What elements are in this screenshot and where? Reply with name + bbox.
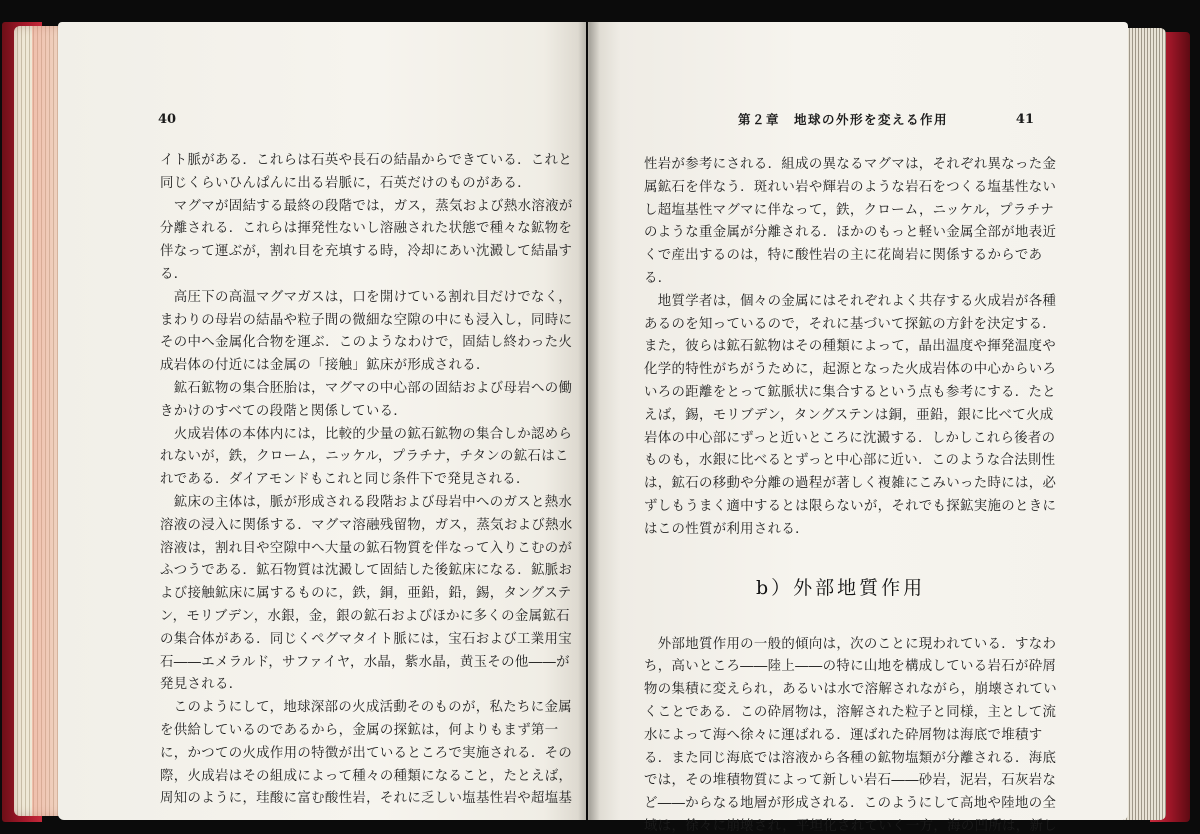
right-body-after-heading bbox=[644, 634, 1074, 834]
text-line: れないが，鉄，クローム，ニッケル，プラチナ，チタンの鉱石はこ bbox=[160, 449, 569, 465]
text-line: その中へ金属化合物を運ぶ．このようなわけで，固結し終わった火 bbox=[160, 335, 573, 351]
text-line: くで産出するのは，特に酸性岩の主に花崗岩に関係するからであ bbox=[644, 248, 1043, 264]
text-line: 溶液の浸入に関係する．マグマ溶融残留物，ガス，蒸気および熱水 bbox=[160, 517, 573, 533]
text-line: 石――エメラルド，サファイヤ，水晶，紫水晶，黄玉その他――が bbox=[160, 654, 570, 670]
section-heading: b）外部地質作用 bbox=[756, 576, 926, 599]
text-line: に，かつての火成作用の特徴が出ているところで実施される．その bbox=[160, 745, 573, 761]
text-line: し超塩基性マグマに伴なって，鉄，クローム，ニッケル，プラチナ bbox=[644, 202, 1055, 218]
text-line: 溶液は，割れ目や空隙中へ大量の鉱石物質を伴なって入りこむのが bbox=[160, 540, 573, 556]
text-line: 鉱石鉱物の集合胚胎は，マグマの中心部の固結および母岩への働 bbox=[160, 380, 573, 396]
text-line: 鉱床の主体は，脈が形成される段階および母岩中へのガスと熱水 bbox=[160, 494, 573, 510]
text-line: 域は，徐々に崩壊され，平坦化されていく一方，海の凹所は，新し bbox=[644, 818, 1058, 834]
text-line: はこの性質が利用される． bbox=[644, 521, 809, 537]
left-page bbox=[58, 22, 586, 820]
text-line: 属鉱石を伴なう．斑れい岩や輝岩のような岩石をつくる塩基性ない bbox=[644, 179, 1057, 195]
text-line: いろの距離をとって鉱脈状に集合するという点も参考にする．たと bbox=[644, 384, 1056, 400]
text-line: ものも，水銀に比べるとずっと中心部に近い．このような合法則性 bbox=[644, 453, 1056, 469]
heading-space-above bbox=[644, 542, 1074, 560]
text-line: えば，錫，モリブデン，タングステンは銅，亜鉛，銀に比べて火成 bbox=[644, 407, 1054, 423]
text-line: のような重金属が分離される．ほかのもっと軽い金属全部が地表近 bbox=[644, 225, 1057, 241]
text-line: きかけのすべての段階と関係している． bbox=[160, 403, 408, 419]
text-line: 高圧下の高温マグマガスは，口を開けている割れ目だけでなく， bbox=[160, 289, 572, 305]
text-line: まわりの母岩の結晶や粒子間の微細な空隙の中にも浸入し，同時に bbox=[160, 312, 573, 328]
text-line: は，鉱石の移動や分離の過程が著しく複雑にこみいった時には，必 bbox=[644, 476, 1057, 492]
text-line: ど――からなる地層が形成される．このようにして高地や陸地の全 bbox=[644, 796, 1057, 812]
text-line: 発見される． bbox=[160, 677, 243, 693]
text-line: また，彼らは鉱石鉱物はその種類によって，晶出温度や揮発温度や bbox=[644, 339, 1056, 355]
text-line: 水によって海へ徐々に運ばれる．運ばれた砕屑物は海底で堆積す bbox=[644, 727, 1043, 743]
text-line: の集合体がある．同じくペグマタイト脈には，宝石および工業用宝 bbox=[160, 631, 572, 647]
text-line: よび接触鉱床に属するものに，鉄，銅，亜鉛，鉛，錫，タングステ bbox=[160, 586, 572, 602]
text-line: 外部地質作用の一般的傾向は，次のことに現われている．すなわ bbox=[644, 636, 1057, 652]
text-line: ン，モリブデン，水銀，金，銀の鉱石およびほかに多くの金属鉱石 bbox=[160, 608, 570, 624]
heading-space-below bbox=[644, 616, 1074, 634]
right-body-before-heading bbox=[644, 154, 1074, 542]
text-line: を供給しているのであるから，金属の探鉱は，何よりもまず第一 bbox=[160, 722, 559, 738]
text-line: では，その堆積物質によって新しい岩石――砂岩，泥岩，石灰岩な bbox=[644, 773, 1057, 789]
text-line: ち，高いところ――陸上――の特に山地を構成している岩石が砕屑 bbox=[644, 659, 1057, 675]
page-number-left: 40 bbox=[158, 112, 177, 127]
text-line: 化学的特性がちがうために，起源となった火成岩体の中心からいろ bbox=[644, 362, 1057, 378]
text-line: このようにして，地球深部の火成活動そのものが，私たちに金属 bbox=[160, 700, 572, 716]
text-line: ふつうである．鉱石物質は沈澱して固結した後鉱床になる．鉱脈お bbox=[160, 563, 573, 579]
text-line: る． bbox=[644, 270, 672, 286]
text-line: 性岩が参考にされる．組成の異なるマグマは，それぞれ異なった金 bbox=[644, 157, 1057, 172]
text-line: イト脈がある．これらは石英や長石の結晶からできている．これと bbox=[160, 153, 573, 168]
text-line: 成岩体の付近には金属の「接触」鉱床が形成される． bbox=[160, 358, 490, 374]
page-number-right: 41 bbox=[1015, 112, 1034, 127]
text-line: 周知のように，珪酸に富む酸性岩，それに乏しい塩基性岩や超塩基 bbox=[160, 791, 573, 807]
text-line: マグマが固結する最終の段階では，ガス，蒸気および熱水溶液が bbox=[160, 198, 573, 214]
text-line: 物の集積に変えられ，あるいは水で溶解されながら，崩壊されてい bbox=[644, 682, 1058, 698]
right-page bbox=[588, 22, 1128, 834]
text-line: くことである．この砕屑物は，溶解された粒子と同様，主として流 bbox=[644, 704, 1057, 720]
text-line: れである．ダイアモンドもこれと同じ条件下で発見される． bbox=[160, 472, 530, 488]
text-line: 地質学者は，個々の金属にはそれぞれよく共存する火成岩が各種 bbox=[644, 293, 1057, 309]
text-line: ずしもうまく適中するとは限らないが，それでも探鉱実施のときに bbox=[644, 498, 1057, 514]
text-line: 際，火成岩はその組成によって種々の種類になること，たとえば， bbox=[160, 768, 573, 784]
text-line: 火成岩体の本体内には，比較的少量の鉱石鉱物の集合しか認めら bbox=[160, 426, 573, 442]
left-page-body bbox=[160, 150, 580, 811]
text-line: る． bbox=[160, 266, 188, 282]
text-line: る．また同じ海底では溶液から各種の鉱物塩類が分離される．海底 bbox=[644, 750, 1057, 766]
text-line: 伴なって運ぶが，割れ目を充填する時，冷却にあい沈澱して結晶す bbox=[160, 244, 573, 260]
text-line: 同じくらいひんぱんに出る岩脈に，石英だけのものがある． bbox=[160, 175, 531, 191]
book-gutter bbox=[578, 22, 600, 820]
text-line: 分離される．これらは揮発性ないし溶融された状態で種々な鉱物を bbox=[160, 221, 573, 237]
right-page-body bbox=[644, 154, 1074, 834]
running-head: 第２章 地球の外形を変える作用 bbox=[738, 112, 949, 127]
text-line: あるのを知っているので，それに基づいて探鉱の方針を決定する． bbox=[644, 316, 1056, 332]
text-line: 岩体の中心部にずっと近いところに沈澱する．しかしこれら後者の bbox=[644, 430, 1056, 446]
